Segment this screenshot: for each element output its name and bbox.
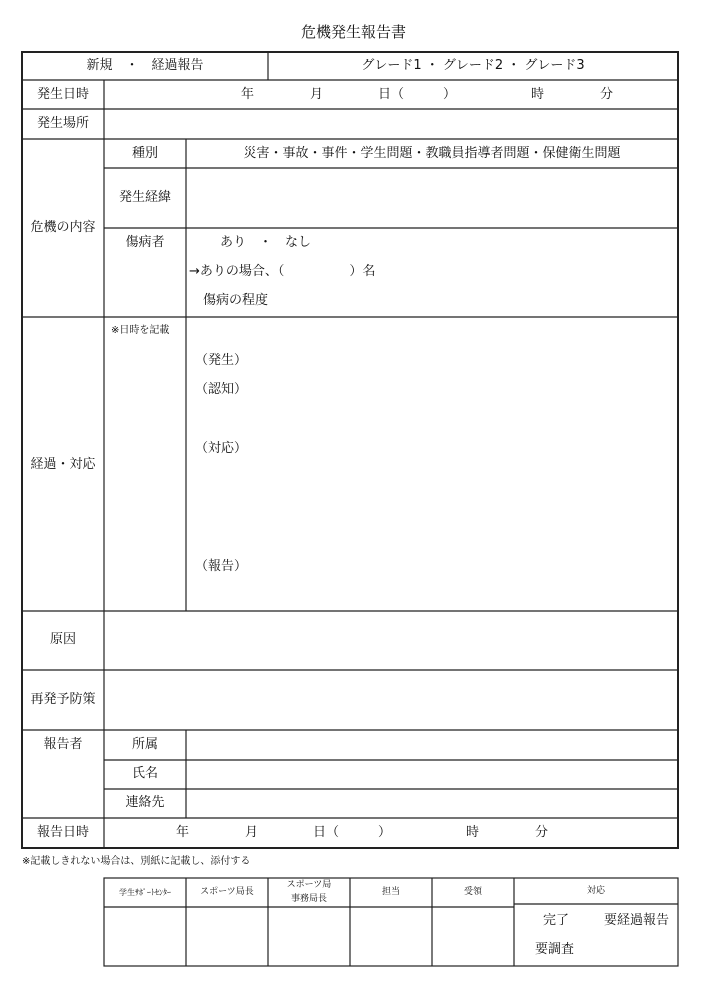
report-type-options[interactable]: 新規 ・ 経過報告	[86, 58, 204, 73]
document-title: 危機発生報告書	[300, 23, 406, 41]
progress-note: ※日時を記載	[111, 325, 170, 336]
affiliation-field[interactable]	[187, 731, 677, 759]
crisis-content-label: 危機の内容	[30, 220, 96, 235]
approval-col-sports-director: スポーツ局長	[200, 887, 254, 897]
stamp-box-office-director[interactable]	[269, 908, 349, 965]
progress-field[interactable]	[187, 318, 677, 610]
crisis-type-label: 種別	[131, 146, 158, 161]
stamp-box-person-in-charge[interactable]	[351, 908, 431, 965]
occurrence-datetime-label: 発生日時	[36, 87, 89, 102]
report-month-label: 月	[245, 825, 259, 840]
approval-col-office-director-line2: 事務局長	[290, 894, 327, 904]
stamp-box-received[interactable]	[433, 908, 513, 965]
report-minute-label: 分	[535, 825, 549, 840]
background-field[interactable]	[187, 169, 677, 227]
report-year-label: 年	[176, 825, 190, 840]
occurrence-place-field[interactable]	[105, 110, 677, 138]
occurrence-place-label: 発生場所	[36, 116, 89, 131]
response-done-option[interactable]: 完了	[543, 913, 570, 928]
approval-col-person-in-charge: 担当	[381, 887, 400, 897]
name-field[interactable]	[187, 761, 677, 788]
progress-label: 経過・対応	[30, 457, 96, 472]
cause-label: 原因	[49, 632, 76, 647]
approval-col-office-director-line1: スポーツ局	[286, 880, 332, 890]
crisis-type-options[interactable]: 災害・事故・事件・学生問題・教職員指導者問題・保健衛生問題	[243, 146, 621, 161]
occurrence-minute-label: 分	[600, 87, 614, 102]
injured-degree-label: 傷病の程度	[203, 293, 269, 308]
occurrence-hour-label: 時	[531, 87, 545, 102]
prevention-label: 再発予防策	[30, 692, 96, 707]
occurrence-year-label: 年	[241, 87, 255, 102]
response-followup-option[interactable]: 要経過報告	[604, 913, 670, 928]
progress-response-label: （対応）	[195, 441, 248, 456]
prevention-field[interactable]	[105, 671, 677, 729]
occurrence-month-label: 月	[310, 87, 324, 102]
contact-label: 連絡先	[125, 795, 165, 810]
progress-recognition-label: （認知）	[195, 382, 248, 397]
contact-field[interactable]	[187, 790, 677, 817]
approval-col-received: 受領	[463, 887, 482, 897]
stamp-box-sports-director[interactable]	[187, 908, 267, 965]
name-label: 氏名	[131, 766, 158, 781]
grade-options[interactable]: グレード1 ・ グレード2 ・ グレード3	[361, 58, 585, 73]
approval-col-response: 対応	[586, 886, 605, 896]
footnote: ※記載しきれない場合は、別紙に記載し、添付する	[22, 856, 251, 867]
injured-options[interactable]: あり ・ なし	[220, 235, 312, 250]
progress-occurrence-label: （発生）	[195, 353, 248, 368]
report-day-label: 日（ ）	[313, 825, 392, 840]
injured-count[interactable]: →ありの場合、（ ）名	[189, 264, 376, 279]
approval-col-student-support: 学生ｻﾎﾟｰﾄｾﾝﾀｰ	[119, 888, 171, 897]
stamp-box-student-support[interactable]	[105, 908, 185, 965]
reporter-label: 報告者	[43, 737, 83, 752]
affiliation-label: 所属	[131, 737, 158, 752]
response-investigation-option[interactable]: 要調査	[535, 942, 575, 957]
progress-report-label: （報告）	[195, 559, 248, 574]
background-label: 発生経緯	[118, 190, 171, 205]
cause-field[interactable]	[105, 612, 677, 669]
injured-label: 傷病者	[125, 235, 165, 250]
occurrence-day-label: 日（ ）	[378, 87, 457, 102]
report-datetime-label: 報告日時	[36, 825, 89, 840]
report-hour-label: 時	[466, 825, 480, 840]
